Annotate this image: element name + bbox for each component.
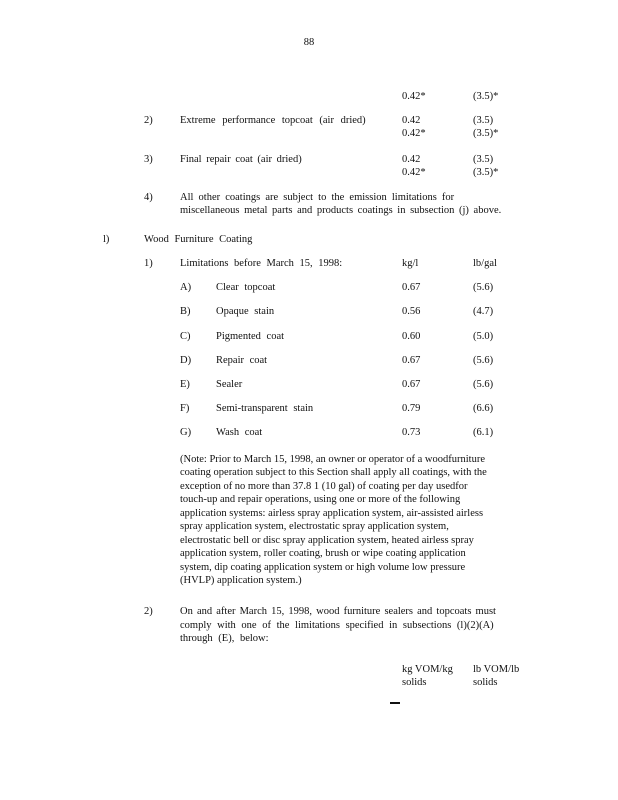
lb-value: (3.5)*: [473, 128, 499, 139]
item-description: Extreme performance topcoat (air dried): [180, 115, 366, 126]
note-line: application system, roller coating, brush or wipe coating application: [180, 548, 466, 559]
row-letter: D): [180, 355, 192, 366]
note-line: electrostatic bell or disc spray application system, heated airless spray: [180, 535, 474, 546]
item-description-line: On and after March 15, 1998, wood furniture sealers and topcoats must: [180, 606, 496, 617]
lb-value: (4.7): [473, 306, 494, 317]
note-line: coating operation subject to this Section shall apply all coatings, with the: [180, 467, 487, 478]
coating-name: Opaque stain: [216, 306, 275, 317]
item-description-line: miscellaneous metal parts and products coatings in subsection (j) above.: [180, 205, 502, 216]
lb-value: (5.0): [473, 331, 494, 342]
item-number: 2): [144, 606, 153, 617]
row-letter: F): [180, 403, 190, 414]
note-line: spray application system, electrostatic spray application system,: [180, 521, 449, 532]
unit-lb-sub: solids: [473, 677, 498, 688]
kg-value: 0.60: [402, 331, 421, 342]
coating-name: Sealer: [216, 379, 243, 390]
section-label: l): [103, 234, 110, 245]
kg-value: 0.56: [402, 306, 421, 317]
item-description-line: All other coatings are subject to the emission limitations for: [180, 192, 455, 203]
unit-lb: lb/gal: [473, 258, 497, 269]
row-letter: E): [180, 379, 190, 390]
unit-kg-sub: solids: [402, 677, 427, 688]
lb-value: (5.6): [473, 355, 494, 366]
lb-value: (6.6): [473, 403, 494, 414]
kg-value: 0.79: [402, 403, 421, 414]
row-letter: B): [180, 306, 191, 317]
lb-value: (3.5)*: [473, 167, 499, 178]
kg-value: 0.42: [402, 115, 421, 126]
kg-value: 0.42*: [402, 91, 426, 102]
note-line: exception of no more than 37.8 1 (10 gal) of coating per day usedfor: [180, 481, 468, 492]
dash-mark: [390, 702, 400, 704]
coating-name: Pigmented coat: [216, 331, 285, 342]
note-line: (Note: Prior to March 15, 1998, an owner or operator of a woodfurniture: [180, 454, 485, 465]
item-number: 3): [144, 154, 153, 165]
kg-value: 0.73: [402, 427, 421, 438]
item-description: Limitations before March 15, 1998:: [180, 258, 343, 269]
coating-name: Wash coat: [216, 427, 263, 438]
lb-value: (3.5): [473, 154, 494, 165]
unit-kg: kg/l: [402, 258, 419, 269]
coating-name: Clear topcoat: [216, 282, 276, 293]
row-letter: A): [180, 282, 192, 293]
note-line: system, dip coating application system or high volume low pressure: [180, 562, 466, 573]
note-line: touch-up and repair operations, using one or more of the following: [180, 494, 461, 505]
coating-name: Semi-transparent stain: [216, 403, 314, 414]
kg-value: 0.67: [402, 379, 421, 390]
item-number: 2): [144, 115, 153, 126]
kg-value: 0.67: [402, 282, 421, 293]
section-title: Wood Furniture Coating: [144, 234, 253, 245]
note-line: application systems: airless spray application system, air-assisted airless: [180, 508, 484, 519]
kg-value: 0.42*: [402, 128, 426, 139]
item-description-line: through (E), below:: [180, 633, 269, 644]
item-description-line: comply with one of the limitations specified in subsections (l)(2)(A): [180, 620, 494, 631]
lb-value: (5.6): [473, 379, 494, 390]
lb-value: (5.6): [473, 282, 494, 293]
item-description: Final repair coat (air dried): [180, 154, 302, 165]
kg-value: 0.42*: [402, 167, 426, 178]
lb-value: (3.5): [473, 115, 494, 126]
unit-lb: lb VOM/lb: [473, 664, 520, 675]
kg-value: 0.42: [402, 154, 421, 165]
row-letter: G): [180, 427, 192, 438]
item-number: 1): [144, 258, 153, 269]
kg-value: 0.67: [402, 355, 421, 366]
row-letter: C): [180, 331, 191, 342]
lb-value: (3.5)*: [473, 91, 499, 102]
coating-name: Repair coat: [216, 355, 268, 366]
lb-value: (6.1): [473, 427, 494, 438]
item-number: 4): [144, 192, 153, 203]
page-number: 88: [303, 37, 315, 48]
note-line: (HVLP) application system.): [180, 575, 302, 586]
unit-kg: kg VOM/kg: [402, 664, 453, 675]
